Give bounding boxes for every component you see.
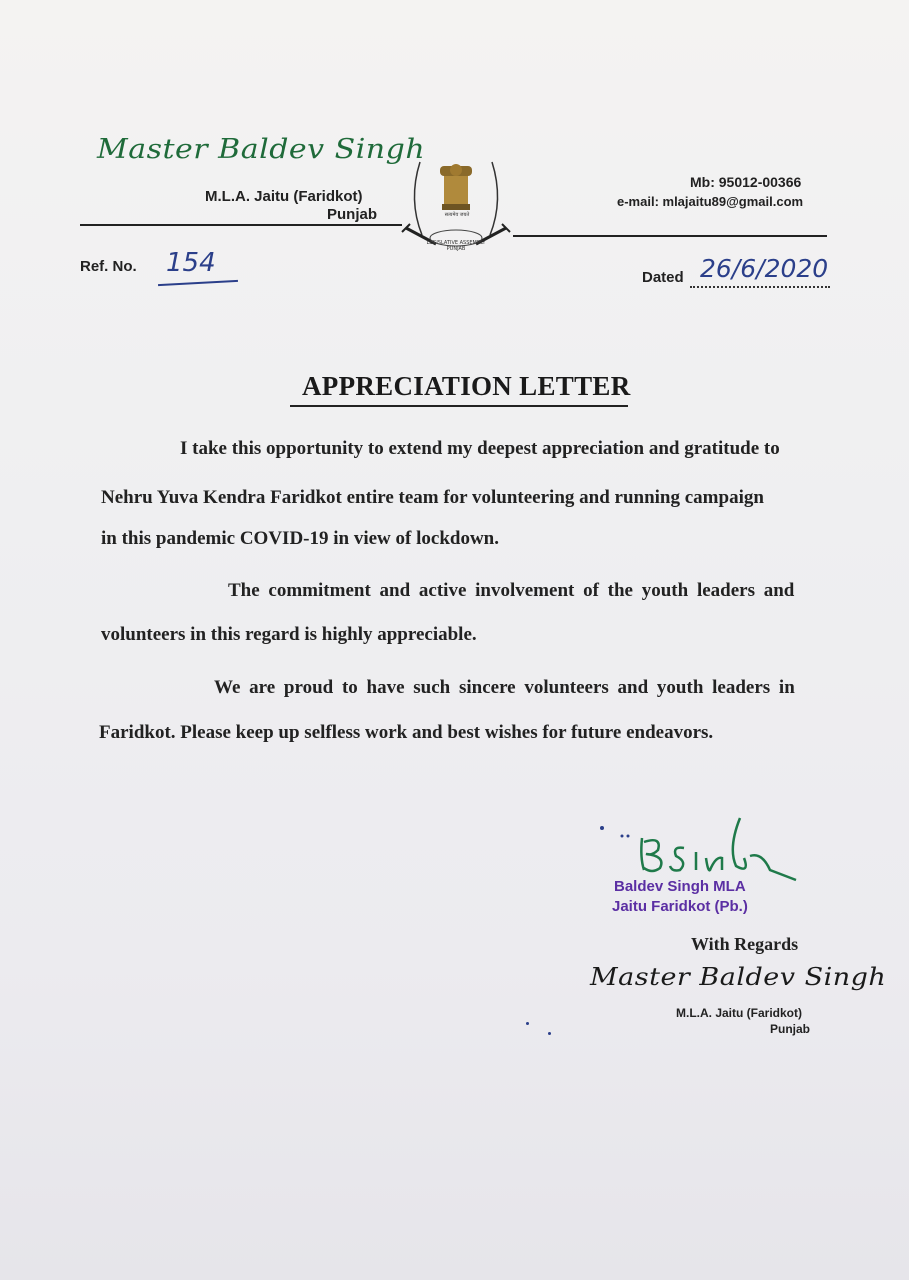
body-p2-line2: volunteers in this regard is highly appreciable. (101, 624, 477, 645)
stamp-line-2: Jaitu Faridkot (Pb.) (612, 898, 748, 915)
emblem-caption: LEGISLATIVE ASSEMBLY PUNJAB (426, 240, 486, 252)
ink-speck (548, 1032, 551, 1035)
mobile-number: Mb: 95012-00366 (690, 174, 802, 190)
signatory-state: Punjab (770, 1022, 811, 1036)
email-address: e-mail: mlajaitu89@gmail.com (617, 194, 804, 209)
signature-icon (600, 808, 800, 888)
signatory-name: Master Baldev Singh (590, 963, 887, 992)
body-p1-line1: I take this opportunity to extend my deepest appreciation and gratitude to (180, 438, 780, 459)
date-label: Dated (642, 269, 684, 286)
body-p2-line1: The commitment and active involvement of the youth leaders and (228, 580, 795, 601)
ref-label: Ref. No. (80, 258, 137, 275)
signatory-designation: M.L.A. Jaitu (Faridkot) (676, 1006, 802, 1020)
body-p1-line2: Nehru Yuva Kendra Faridkot entire team for volunteering and running campaign (101, 487, 764, 508)
body-p3-line1: We are proud to have such sincere volunteers and youth leaders in (214, 677, 795, 698)
body-p1-line3: in this pandemic COVID-19 in view of lockdown. (101, 528, 499, 549)
ref-number: 154 (166, 248, 216, 278)
date-value: 26/6/2020 (700, 254, 829, 283)
closing-regards: With Regards (691, 934, 799, 954)
letter-title: APPRECIATION LETTER (302, 371, 631, 401)
letterhead-designation: M.L.A. Jaitu (Faridkot) (205, 188, 363, 205)
handwritten-signature (600, 808, 800, 888)
emblem-motto: सत्यमेव जयते (444, 212, 470, 218)
ink-speck (526, 1022, 529, 1025)
letterhead-state: Punjab (327, 206, 378, 223)
letterhead-name: Master Baldev Singh (97, 133, 426, 166)
body-p3-line2: Faridkot. Please keep up selfless work and best wishes for future endeavors. (99, 722, 714, 743)
stamp-line-1: Baldev Singh MLA (614, 878, 746, 895)
